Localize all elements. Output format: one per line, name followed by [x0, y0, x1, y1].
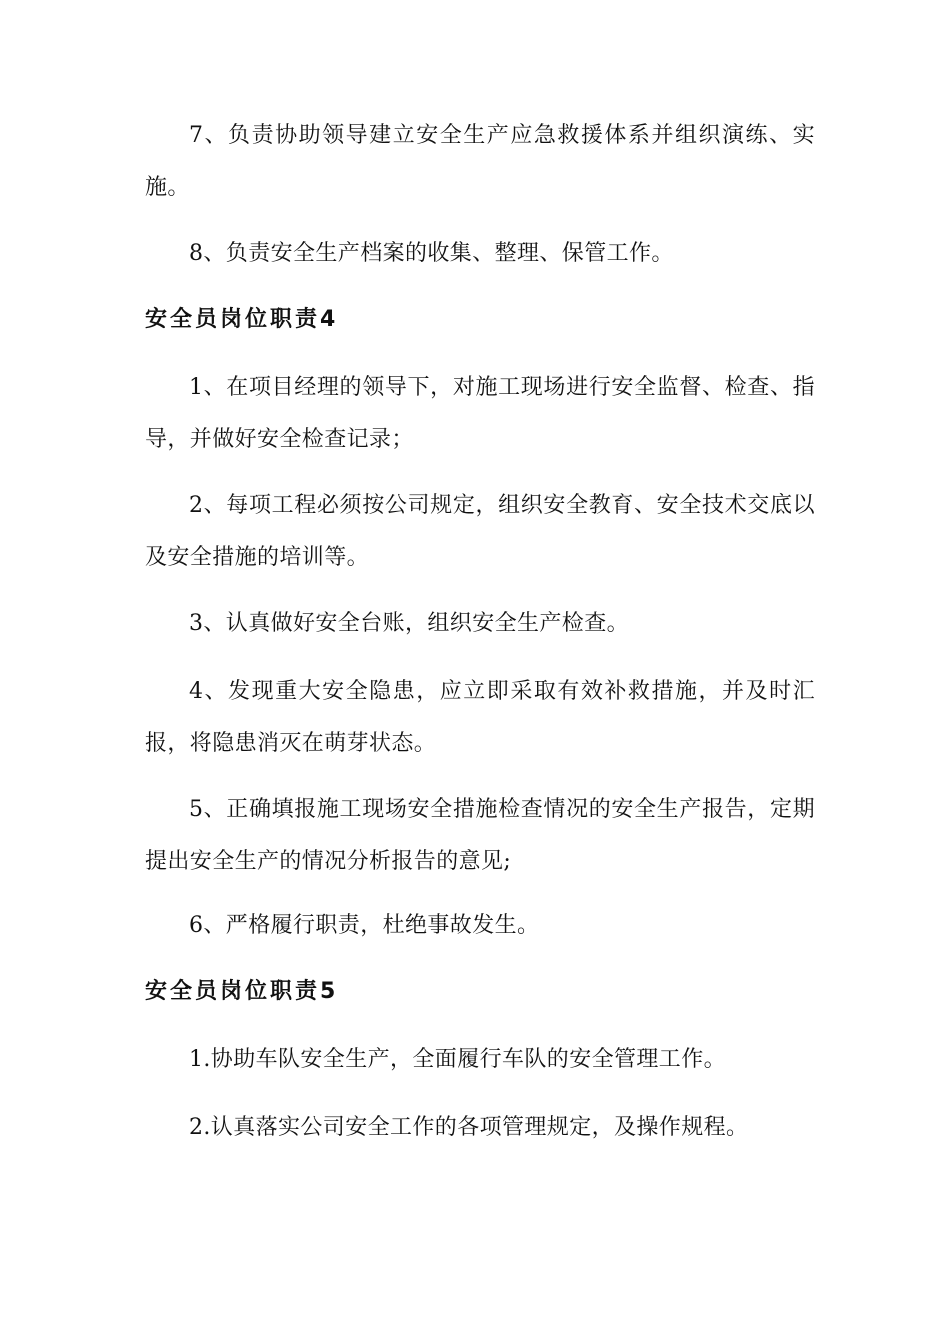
duty-item-4-6: 6、严格履行职责，杜绝事故发生。: [189, 913, 540, 938]
duty-item-4-2: 2、每项工程必须按公司规定，组织安全教育、安全技术交底以及安全措施的培训等。: [145, 493, 815, 570]
duty-item-5-2: 2.认真落实公司安全工作的各项管理规定，及操作规程。: [189, 1115, 749, 1140]
paragraph-item-8: 8、负责安全生产档案的收集、整理、保管工作。: [189, 241, 674, 266]
duty-item-5-1: 1.协助车队安全生产，全面履行车队的安全管理工作。: [189, 1047, 726, 1072]
duty-item-4-4: 4、发现重大安全隐患，应立即采取有效补救措施，并及时汇报，将隐患消灭在萌芽状态。: [145, 679, 815, 756]
duty-item-4-1: 1、在项目经理的领导下，对施工现场进行安全监督、检查、指导，并做好安全检查记录；: [145, 375, 815, 452]
section-heading-4: 安全员岗位职责4: [145, 307, 339, 332]
section-heading-5: 安全员岗位职责5: [145, 979, 339, 1004]
duty-item-4-5: 5、正确填报施工现场安全措施检查情况的安全生产报告，定期提出安全生产的情况分析报告的意见;: [145, 797, 815, 874]
paragraph-item-7: 7、负责协助领导建立安全生产应急救援体系并组织演练、实施。: [145, 123, 815, 200]
duty-item-4-3: 3、认真做好安全台账，组织安全生产检查。: [189, 611, 629, 636]
